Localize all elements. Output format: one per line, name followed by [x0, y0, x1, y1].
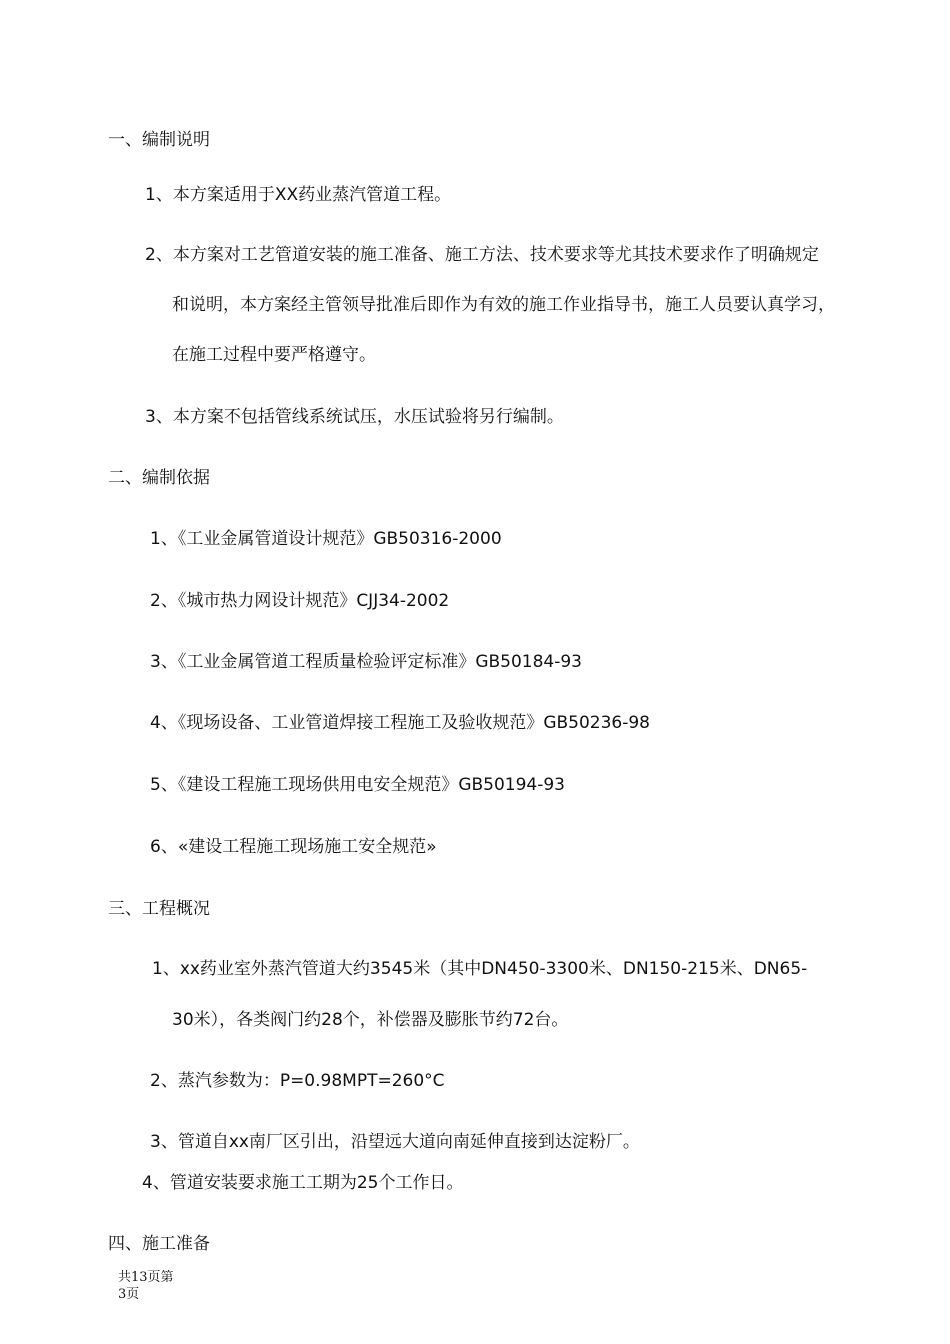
page-footer-line2: 3页 [118, 1287, 140, 1302]
overview-1: 1、xx药业室外蒸汽管道大约3545米（其中DN450-3300米、DN150-215米、DN65- [152, 959, 808, 979]
reference-1: 1、《工业金属管道设计规范》GB50316-2000 [150, 529, 502, 549]
paragraph-1-3: 3、本方案不包括管线系统试压，水压试验将另行编制。 [145, 407, 564, 427]
section-heading-4: 四、施工准备 [108, 1234, 210, 1254]
section-heading-1: 一、编制说明 [108, 130, 210, 150]
section-heading-3: 三、工程概况 [108, 899, 210, 919]
page-footer-line1: 共13页第 [118, 1270, 174, 1285]
reference-4: 4、《现场设备、工业管道焊接工程施工及验收规范》GB50236-98 [150, 713, 650, 733]
overview-2: 2、蒸汽参数为：P=0.98MPT=260°C [150, 1071, 445, 1091]
paragraph-1-2: 2、本方案对工艺管道安装的施工准备、施工方法、技术要求等尤其技术要求作了明确规定 [145, 245, 819, 265]
reference-3: 3、《工业金属管道工程质量检验评定标准》GB50184-93 [150, 652, 582, 672]
reference-6: 6、«建设工程施工现场施工安全规范» [150, 837, 437, 857]
paragraph-1-2-cont2: 在施工过程中要严格遵守。 [172, 345, 376, 365]
overview-4: 4、管道安装要求施工工期为25个工作日。 [142, 1173, 464, 1193]
section-heading-2: 二、编制依据 [108, 468, 210, 488]
overview-3: 3、管道自xx南厂区引出，沿望远大道向南延伸直接到达淀粉厂。 [150, 1132, 640, 1152]
overview-1-cont: 30米），各类阀门约28个，补偿器及膨胀节约72台。 [172, 1010, 569, 1030]
reference-2: 2、《城市热力网设计规范》CJJ34-2002 [150, 591, 450, 611]
paragraph-1-1: 1、本方案适用于XX药业蒸汽管道工程。 [145, 185, 452, 205]
paragraph-1-2-cont: 和说明，本方案经主管领导批准后即作为有效的施工作业指导书，施工人员要认真学习， [172, 295, 835, 315]
reference-5: 5、《建设工程施工现场供用电安全规范》GB50194-93 [150, 775, 565, 795]
